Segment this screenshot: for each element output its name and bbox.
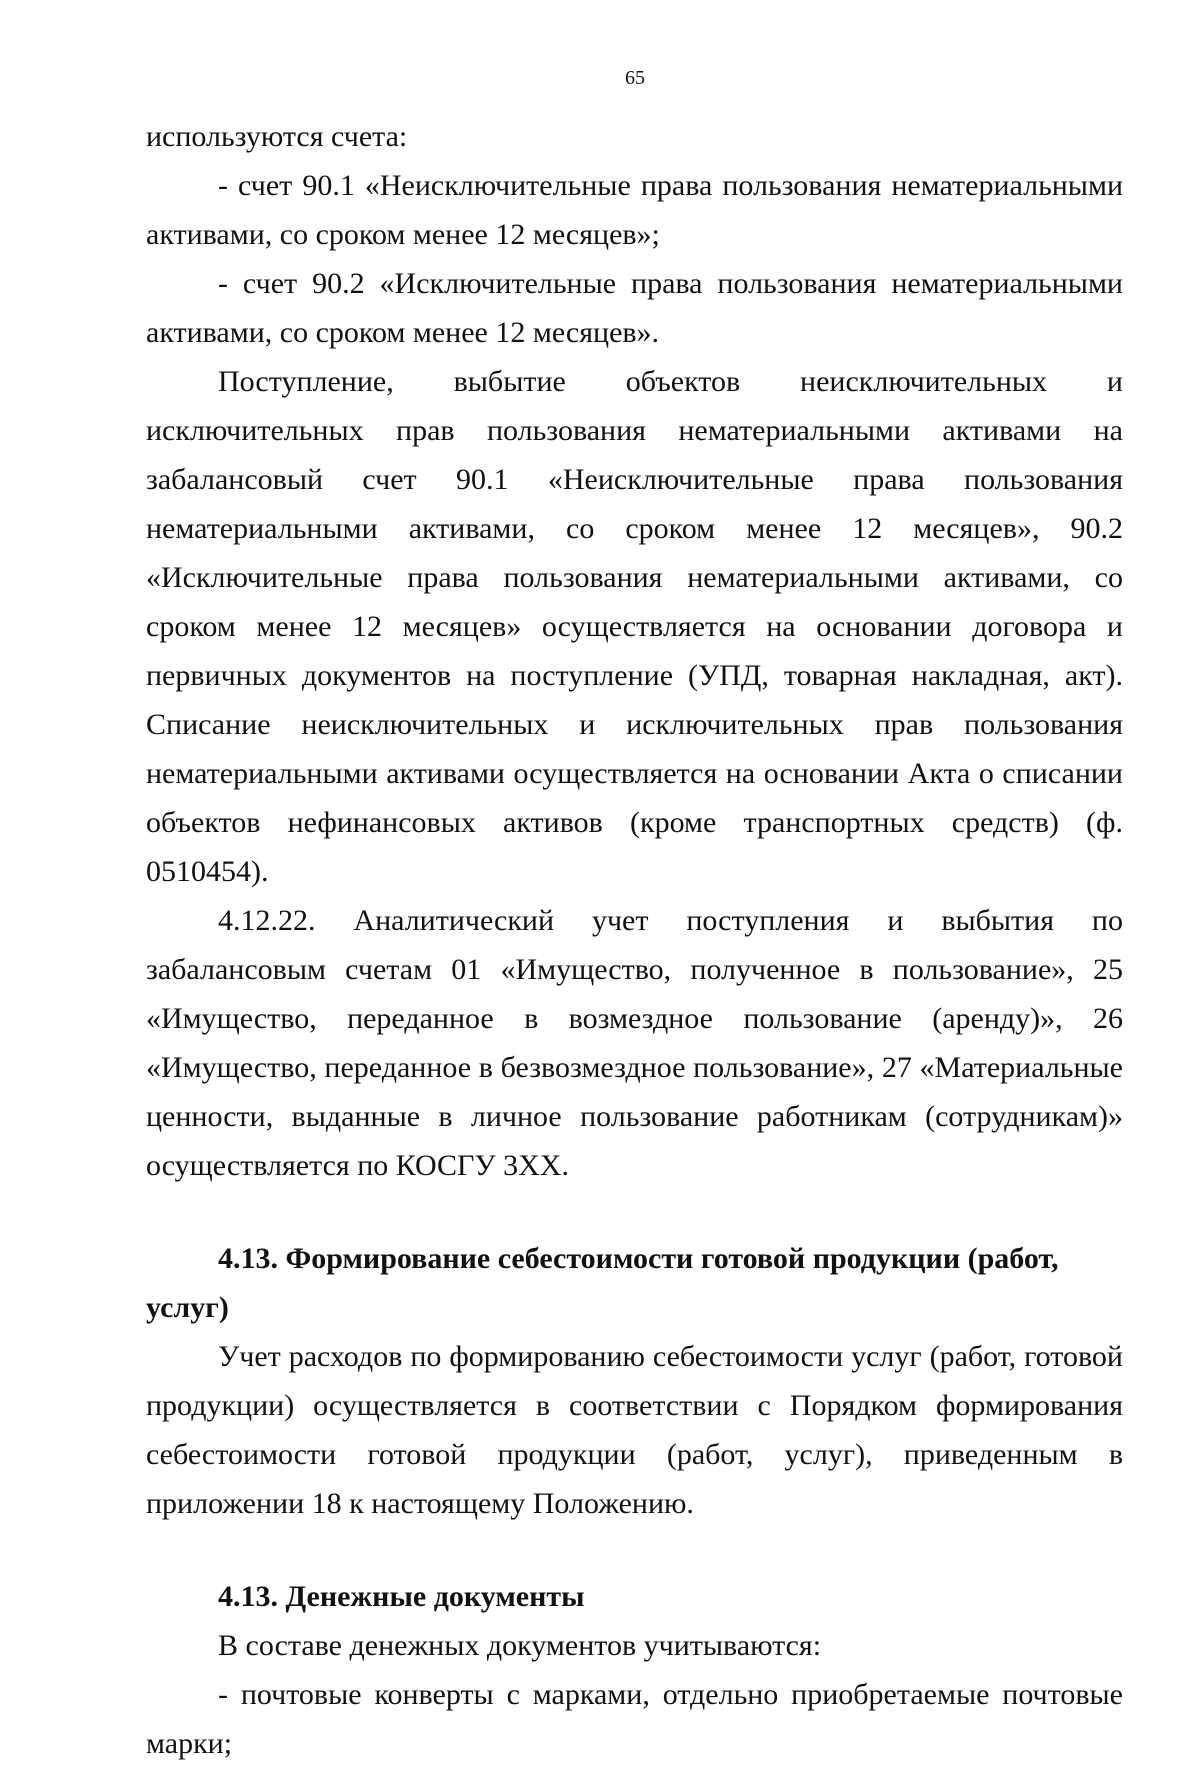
paragraph-accounts-intro: используются счета: [146,120,408,153]
section-heading-cost-formation: 4.13. Формирование себестоимости готовой продукции (работ, услуг) [146,1242,1059,1324]
paragraph-postal-envelopes: - почтовые конверты с марками, отдельно приобретаемые почтовые марки; [146,1678,1123,1760]
paragraph-receipt-disposal: Поступление, выбытие объектов неисключительных и исключительных прав пользования нематериальными активами на забалансовый счет 90.1 «Неисключительные права пользования нематериальными активами, со сроком менее 12 месяцев», 90.2 «Исключительные права пользования нематериальными активами, со сроком менее 12 месяцев» осуществляется на основании договора и первичных документов на поступление (УПД, товарная накладная, акт). Списание неисключительных и исключительных прав пользования нематериальными активами осуществляется на основании Акта о списании объектов нефинансовых активов (кроме транспортных средств) (ф. 0510454). [146,365,1123,888]
paragraph-4-12-22: 4.12.22. Аналитический учет поступления и выбытия по забалансовым счетам 01 «Имущество, полученное в пользование», 25 «Имущество, переданное в возмездное пользование (аренду)», 26 «Имущество, переданное в безвозмездное пользование», 27 «Материальные ценности, выданные в личное пользование работникам (сотрудникам)» осуществляется по КОСГУ 3ХХ. [146,904,1123,1182]
document-body [146,112,1123,1768]
paragraph-monetary-documents-intro: В составе денежных документов учитываются: [218,1629,822,1662]
paragraph-account-90-1: - счет 90.1 «Неисключительные права пользования нематериальными активами, со сроком менее 12 месяцев»; [146,169,1123,251]
section-heading-monetary-documents: 4.13. Денежные документы [218,1580,585,1613]
page-number: 65 [625,67,645,89]
paragraph-cost-accounting: Учет расходов по формированию себестоимости услуг (работ, готовой продукции) осуществляется в соответствии с Порядком формирования себестоимости готовой продукции (работ, услуг), приведенным в приложении 18 к настоящему Положению. [146,1340,1123,1520]
paragraph-account-90-2: - счет 90.2 «Исключительные права пользования нематериальными активами, со сроком менее 12 месяцев». [146,267,1123,349]
